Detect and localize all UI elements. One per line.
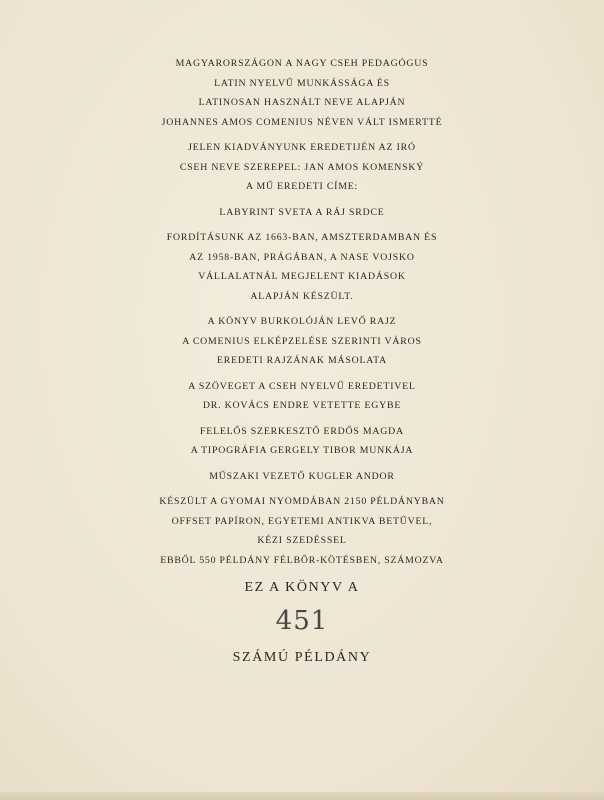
colophon (0, 54, 604, 576)
colophon-paragraph-1 (0, 54, 604, 132)
colophon-line: FELELŐS SZERKESZTŐ ERDŐS MAGDA (200, 425, 404, 437)
colophon-paragraph-7 (0, 422, 604, 461)
colophon-paragraph-2 (0, 138, 604, 197)
colophon-paragraph-4 (0, 228, 604, 306)
colophon-paragraph-9 (0, 492, 604, 570)
colophon-line: KÉSZÜLT A GYOMAI NYOMDÁBAN 2150 PÉLDÁNYBAN (159, 496, 445, 507)
colophon-line: A TIPOGRÁFIA GERGELY TIBOR MUNKÁJA (190, 445, 414, 456)
colophon-paragraph-8 (0, 467, 604, 487)
colophon-paragraph-3 (0, 203, 604, 223)
copy-suffix: SZÁMÚ PÉLDÁNY (232, 650, 372, 665)
original-title: LABYRINT SVETA A RÁJ SRDCE (219, 206, 385, 218)
colophon-line: AZ 1958-BAN, PRÁGÁBAN, A NASE VOJSKO (189, 251, 415, 263)
colophon-line: JOHANNES AMOS COMENIUS NÉVEN VÁLT ISMERTTÉ (161, 116, 443, 128)
colophon-line: ALAPJÁN KÉSZÜLT. (250, 290, 354, 302)
copy-number: 451 (275, 606, 329, 636)
colophon-paragraph-6 (0, 377, 604, 416)
colophon-line: DR. KOVÁCS ENDRE VETETTE EGYBE (202, 400, 402, 411)
colophon-line: EREDETI RAJZÁNAK MÁSOLATA (217, 355, 387, 366)
colophon-line: KÉZI SZEDÉSSEL (257, 535, 347, 546)
colophon-line: A MŰ EREDETI CÍME: (245, 181, 359, 192)
colophon-line: VÁLLALATNÁL MEGJELENT KIADÁSOK (198, 271, 406, 282)
colophon-line: LATINOSAN HASZNÁLT NEVE ALAPJÁN (198, 97, 406, 108)
colophon-line: MŰSZAKI VEZETŐ KUGLER ANDOR (209, 470, 395, 482)
page-bottom-edge (0, 792, 604, 800)
colophon-line: A KÖNYV BURKOLÓJÁN LEVŐ RAJZ (207, 316, 397, 327)
colophon-line: CSEH NEVE SZEREPEL: JAN AMOS KOMENSKÝ (179, 161, 425, 173)
colophon-paragraph-5 (0, 312, 604, 371)
colophon-line: EBBŐL 550 PÉLDÁNY FÉLBŐR-KÖTÉSBEN, SZÁMOZVA (160, 554, 444, 566)
colophon-line: MAGYARORSZÁGON A NAGY CSEH PEDAGÓGUS (175, 58, 429, 69)
colophon-line: FORDÍTÁSUNK AZ 1663-BAN, AMSZTERDAMBAN ÉS (166, 232, 438, 243)
colophon-line: A SZÖVEGET A CSEH NYELVŰ EREDETIVEL (188, 380, 416, 392)
colophon-line: LATIN NYELVŰ MUNKÁSSÁGA ÉS (214, 77, 390, 89)
copy-prefix: EZ A KÖNYV A (244, 580, 360, 595)
colophon-line: JELEN KIADVÁNYUNK EREDETIJÉN AZ IRÓ (188, 142, 416, 153)
colophon-line: A COMENIUS ELKÉPZELÉSE SZERINTI VÁROS (182, 335, 422, 347)
colophon-line: OFFSET PAPÍRON, EGYETEMI ANTIKVA BETŰVEL, (171, 515, 433, 527)
